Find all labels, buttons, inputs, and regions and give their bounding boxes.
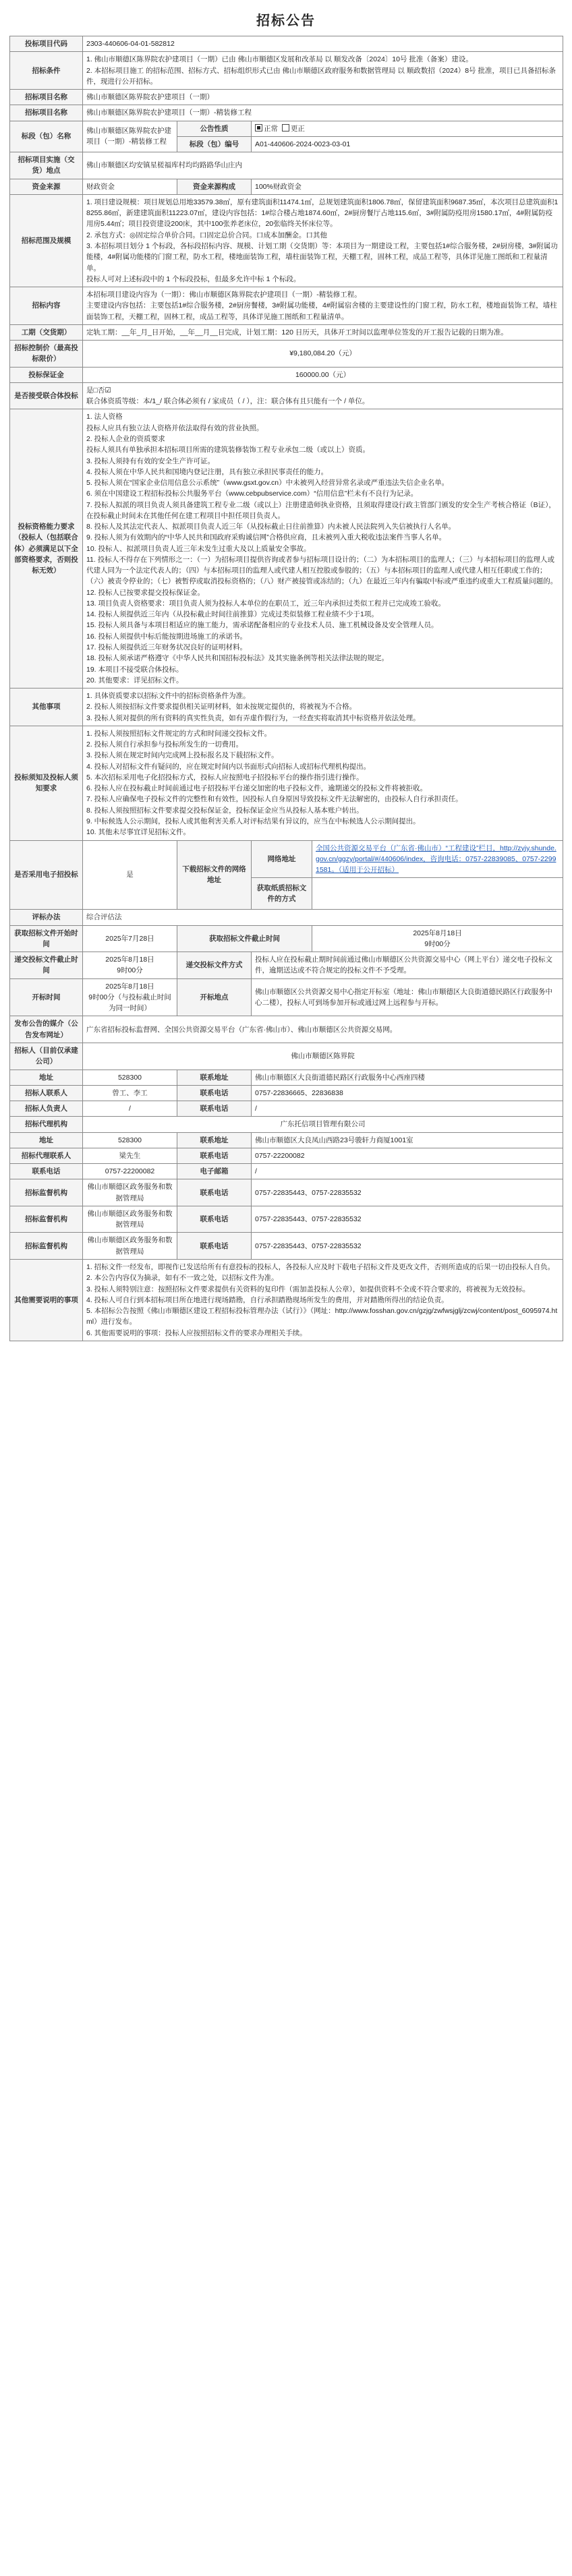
required-info-label: 投标须知及投标人须知要求 [10,726,83,840]
open-place-value: 佛山市顺德区公共资源交易中心指定开标室（地址：佛山市顺德区大良街道德民路区行政服务中心二楼），投标人可到场参加开标或通过网上远程参与开标。 [252,978,563,1016]
agency-phone-label: 联系电话 [177,1148,252,1163]
funding-ratio-value: 100%财政资金 [252,179,563,194]
row-other [10,689,563,726]
ceiling-value: ¥9,180,084.20（元） [83,341,563,368]
download-label: 下载招标文件的网络地址 [177,840,252,910]
project-code-value: 2303-440606-04-01-582812 [83,36,563,52]
tenderer-contact-label: 招标人联系人 [10,1085,83,1101]
row-agency [10,1117,563,1132]
media-value: 广东省招标投标监督网、全国公共资源交易平台（广东省·佛山市）、佛山市顺德区公共资源交易网。 [83,1016,563,1043]
duration-value: 定轨工期：__年_月_日开始，__年__月__日完成，计划工期：120 日历天，具体开工时间以监理单位签发的开工报告记载的日期为准。 [83,324,563,340]
row-agency-addr [10,1132,563,1148]
evaluation-value: 综合评估法 [83,910,563,925]
row-supervisor-2 [10,1206,563,1233]
tenderer-contact-value: 曾工、李工 [83,1085,177,1101]
project-name-value: 佛山市顺德区陈界院农护建项目（一期） [83,90,563,105]
duration-label: 工期（交货期） [10,324,83,340]
other-label: 其他事项 [10,689,83,726]
notice-type-label: 公告性质 [177,121,252,136]
content-label: 招标内容 [10,287,83,325]
row-doc-time [10,925,563,952]
agency-mail-value: / [252,1164,563,1179]
row-open-time [10,978,563,1016]
funding-ratio-label: 资金来源构成 [177,179,252,194]
scope-value: 1. 项目建设规模：项目规划总用地33579.38㎡，原有建筑面积11474.1㎡，总规划建筑面积1806.78㎡，保留建筑面积9687.35㎡，本次项目总建筑面积18255.86㎡，新建建筑面积11223.07㎡，建设内容包括：1#综合楼占地1874.60㎡，2#厨房餐厅占地115.6㎡，3#附属防疫用房1580.17㎡，4#附属防疫用房5.44㎡；项目投资建设200床，其中100张养老床位，20张临终关怀床位等。 2. 承包方式：◎固定综合单价合同。口固定总价合同。口成本加酬金。口其他 3. 本招标项目划分 1 个标段，各标段招标内容、规模、计划工期（交货期）等：本项目为一期建设工程，主要包括1#综合服务楼，2#厨房楼，3#附属功能楼，4#附属功能楼的门窗工程，防水工程，楼地面装饰工程，墙柱面装饰工程，天棚工程，固林工程，成品工程等，具体详见施工图纸和工程量清单。 投标人可对上述标段中的 1 个标段投标，但最多允许中标 1 个标段。 [83,194,563,287]
tenderer-address-value: 佛山市顺德区大良街道德民路区行政服务中心西座四楼 [252,1070,563,1085]
row-conditions [10,52,563,90]
evaluation-label: 评标办法 [10,910,83,925]
agency-mail-label: 电子邮箱 [177,1164,252,1179]
row-project-code [10,36,563,52]
page-title: 招标公告 [256,13,316,28]
change-checkbox-icon [282,124,289,131]
submit-method-label: 递交投标文件方式 [177,952,252,979]
media-label: 发布公告的媒介（公告发布网址） [10,1016,83,1043]
row-content [10,287,563,325]
agency-phone-value: 0757-22200082 [252,1148,563,1163]
notes-value: 1. 招标文件一经发布，即视作已发送给所有有意投标的投标人，各投标人应及时下载电子招标文件及更改文件，否则所造成的后果一切由投标人自负。 2. 本公告内容仅为摘录，如有不一致之处，以招标文件为准。 3. 投标人须特别注意：按照招标文件要求提供有关资料的复印件（需加盖投标人公章），如提供资料不全或不符合要求的，将被视为无效投标。 4. 投标人可自行到本招标项目所在地进行现场踏勘，自行承担踏勘现场所发生的费用，并对踏勘所得出的结论负责。 5. 本招标公告按照《佛山市顺德区建设工程招标投标管理办法（试行）》（网址：http://www.fosshan.gov.cn/gzjg/zwfwsjglj/zcwj/content/post_6095974.html）进行发布。 6. 其他需要说明的事项：投标人应按照招标文件的要求办理相关手续。 [83,1259,563,1341]
tenderer-address-label: 联系地址 [177,1070,252,1085]
notes-label: 其他需要说明的事项 [10,1259,83,1341]
supervisor-value: 佛山市顺德区政务服务和数据管理局 [83,1179,177,1206]
notice-type-options [252,121,563,136]
tenderer-person-label: 招标人负责人 [10,1101,83,1117]
row-qualification [10,409,563,689]
row-tenderer-addr [10,1070,563,1085]
tenderer-label: 招标人（目前仅承建公司） [10,1043,83,1070]
location-value: 佛山市顺德区均安镇星槎福库村均均路路华山庄内 [83,152,563,179]
ceiling-label: 招标控制价（最高投标限价） [10,341,83,368]
agency-contact-label: 招标代理联系人 [10,1148,83,1163]
pickup-value [312,878,563,910]
supervisor2-label: 招标监督机构 [10,1206,83,1233]
supervisor2-phone-value: 0757-22835443、0757-22835532 [252,1206,563,1233]
supervisor-label: 招标监督机构 [10,1179,83,1206]
section-label: 标段（包）名称 [10,121,83,152]
supervisor2-value: 佛山市顺德区政务服务和数据管理局 [83,1206,177,1233]
row-supervisor [10,1179,563,1206]
row-scope [10,194,563,287]
agency-phone2-label: 联系电话 [10,1164,83,1179]
project-code-label: 投标项目代码 [10,36,83,52]
announcement-page [9,0,563,1355]
submit-value: 2025年8月18日 9时00分 [83,952,177,979]
supervisor3-label: 招标监督机构 [10,1233,83,1260]
supervisor2-phone-label: 联系电话 [177,1206,252,1233]
supervisor-phone-value: 0757-22835443、0757-22835532 [252,1179,563,1206]
agency-phone2-value: 0757-22200082 [83,1164,177,1179]
tenderer-person-phone-value: / [252,1101,563,1117]
pickup-label: 获取纸质招标文件的方式 [252,878,312,910]
announcement-table [9,36,563,1341]
submit-label: 递交投标文件截止时间 [10,952,83,979]
doc-end-value: 2025年8月18日 9时00分 [312,925,563,952]
submit-method-value: 投标人应在投标截止期时间前通过佛山市顺德区公共资源交易中心（网上平台）递交电子投标文件，逾期送达或不符合规定的投标文件不予受理。 [252,952,563,979]
row-media [10,1016,563,1043]
tenderer-phone-value: 0757-22836665、22836838 [252,1085,563,1101]
download-address-label: 网络地址 [252,840,312,878]
row-evaluation [10,910,563,925]
agency-address-label: 联系地址 [177,1132,252,1148]
agency-zip-value: 528300 [83,1132,177,1148]
supervisor3-phone-label: 联系电话 [177,1233,252,1260]
conditions-label: 招标条件 [10,52,83,90]
project-name-label: 招标项目名称 [10,90,83,105]
row-required-info [10,726,563,840]
required-info-value: 1. 投标人须按照招标文件规定的方式和时间递交投标文件。 2. 投标人须自行承担参与投标所发生的一切费用。 3. 投标人须在规定时间内完成网上投标报名及下载招标文件。 4. 投标人对招标文件有疑问的，应在规定时间内以书面形式向招标人或招标代理机构提出。 5. 本次招标采用电子化招投标方式，投标人应按照电子招投标平台的操作指引进行操作。 6. 投标人应在投标截止时间前通过电子招投标平台递交加密的电子投标文件，逾期递交的投标文件将被拒收。 7. 投标人应确保电子投标文件的完整性和有效性，因投标人自身原因导致投标文件无法解密的，由投标人自行承担责任。 8. 投标人须按照招标文件要求提交投标保证金，投标保证金应当从投标人基本账户转出。 9. 中标候选人公示期间，投标人或其他利害关系人对评标结果有异议的，应当在中标候选人公示期间提出。 10. 其他未尽事宜详见招标文件。 [83,726,563,840]
doc-end-label: 获取招标文件截止时间 [177,925,312,952]
deposit-label: 投标保证金 [10,367,83,382]
open-time-label: 开标时间 [10,978,83,1016]
tenderer-zip-label: 地址 [10,1070,83,1085]
tenderer-zip-value: 528300 [83,1070,177,1085]
row-section [10,121,563,136]
doc-start-value: 2025年7月28日 [83,925,177,952]
row-ceiling [10,341,563,368]
doc-start-label: 获取招标文件开始时间 [10,925,83,952]
row-tenderer [10,1043,563,1070]
download-link[interactable]: 全国公共资源交易平台（广东省·佛山市）“工程建设”栏目，http://zyjy.shunde.gov.cn/ggzy/portal/#/440606/index，咨询电话：0757-22839085、0757-22991581。（适用于公开招标） [316,844,556,875]
location-label: 招标项目实施（交货）地点 [10,152,83,179]
bid-name-label: 招标项目名称 [10,105,83,121]
row-agency-contact [10,1148,563,1163]
supervisor3-value: 佛山市顺德区政务服务和数据管理局 [83,1233,177,1260]
supervisor3-phone-value: 0757-22835443、0757-22835532 [252,1233,563,1260]
row-duration [10,324,563,340]
agency-contact-value: 梁先生 [83,1148,177,1163]
electronic-value: 是 [83,840,177,910]
other-value: 1. 具体资质要求以招标文件中的招标资格条件为准。 2. 投标人须按招标文件要求提供相关证明材料，如未按规定提供的，将被视为不合格。 3. 投标人须对提供的所有资料的真实性负责，如有弄虚作假行为，一经查实将取消其中标资格并依法处理。 [83,689,563,726]
row-submit-time [10,952,563,979]
section-code-label: 标段（包）编号 [177,136,252,152]
deposit-value: 160000.00（元） [83,367,563,382]
supervisor-phone-label: 联系电话 [177,1179,252,1206]
qualification-value: 1. 法人资格 投标人应具有独立法人资格并依法取得有效的营业执照。 2. 投标人企业的资质要求 投标人须具有单独承担本招标项目所需的建筑装修装饰工程专业承包二级（或以上）资质。 3. 投标人须持有有效的安全生产许可证。 4. 投标人须在中华人民共和国境内登记注册，具有独立承担民事责任的能力。 5. 投标人须在“国家企业信用信息公示系统”（www.gsxt.gov.cn）中未被列入经营异常名录或严重违法失信企业名单。 6. 须在中国建设工程招标投标公共服务平台（www.cebpubservice.com）“信用信息”栏未有不良行为记录。 7. 投标人拟派的项目负责人须具备建筑工程专业二级（或以上）注册建造师执业资格，且须取得建设行政主管部门颁发的安全生产考核合格证（B证），在投标截止时间未在其他任何在建工程项目中担任项目负责人。 8. 投标人及其法定代表人、拟派项目负责人近三年（从投标截止日往前推算）内未被人民法院列入失信被执行人名单。 9. 投标人须为有效期内的“中华人民共和国政府采购诚信网”合格供应商，且未被列入重大税收违法案件当事人名单。 10. 投标人、拟派项目负责人近三年未发生过重大及以上质量安全事故。 11. 投标人不得存在下列情形之一：（一）为招标项目提供咨询或者参与招标项目设计的；（二）为本招标项目的监理人；（三）与本招标项目的监理人或代建人同为一个法定代表人的；（四）与本招标项目的监理人或代建人相互控股或参股的；（五）与本招标项目的监理人或代建人相互任职或工作的；（六）被责令停业的；（七）被暂停或取消投标资格的；（八）财产被接管或冻结的；（九）在最近三年内有骗取中标或严重违约或重大工程质量问题的。 12. 投标人已按要求提交投标保证金。 13. 项目负责人资格要求：项目负责人须为投标人本单位的在职员工，近三年内承担过类似工程并已完成竣工验收。 14. 投标人须提供近三年内（从投标截止时间往前推算）完成过类似装修工程业绩不少于1项。 15. 投标人须具备与本项目相适应的施工能力，需承诺配备相应的专业技术人员、施工机械设备及安全管理人员。 16. 投标人须提供中标后能按期进场施工的承诺书。 17. 投标人须提供近三年财务状况良好的证明材料。 18. 投标人须承诺严格遵守《中华人民共和国招标投标法》及其实施条例等相关法律法规的规定。 19. 本项目不接受联合体投标。 20. 其他要求：详见招标文件。 [83,409,563,689]
row-location [10,152,563,179]
row-funding [10,179,563,194]
open-place-label: 开标地点 [177,978,252,1016]
row-tenderer-person [10,1101,563,1117]
section-value: 佛山市顺德区陈界院农护建项目（一期）-精装修工程 [83,121,177,152]
section-code-value: A01-440606-2024-0023-03-01 [252,136,563,152]
agency-value: 广东托信项目管理有限公司 [83,1117,563,1132]
qualification-label: 投标资格能力要求（投标人（包括联合体）必须满足以下全部资格要求，否则投标无效） [10,409,83,689]
row-agency-phone [10,1164,563,1179]
agency-address-value: 佛山市顺德区大良凤山西路23号骏轩力商厦1001室 [252,1132,563,1148]
change-option-label: 更正 [290,124,305,133]
row-consortium [10,382,563,409]
consortium-value: 是□否☑ 联合体资质等级：本/1_/ 联合体必须有 / 家成员（ / ），注：联合体有且只能有一个 / 单位。 [83,382,563,409]
row-bid-name [10,105,563,121]
row-deposit [10,367,563,382]
tenderer-phone-label: 联系电话 [177,1085,252,1101]
tenderer-person-phone-label: 联系电话 [177,1101,252,1117]
content-value: 本招标项目建设内容为（一期）：佛山市顺德区陈界院农护建项目（一期）-精装修工程。 主要建设内容包括：主要包括1#综合服务楼，2#厨房餐楼，3#附属功能楼，4#附属宿舍楼的主要建设性的门窗工程，防水工程，楼地面装饰工程，墙柱面装饰工程，天棚工程，固林工程，成品工程等，具体详见施工图纸和工程量清单。 [83,287,563,325]
row-tenderer-contact [10,1085,563,1101]
row-project-name [10,90,563,105]
conditions-value: 1. 佛山市顺德区陈界院农护建项目（一期）已由 佛山市顺德区发展和改革局 以 顺发改备〔2024〕10号 批准（备案）建设。 2. 本招标项目施工 的招标范围、招标方式、招标组织形式已由 佛山市顺德区政府服务和数据管理局 以 顺政数招（2024）8号 批准，项目已具备招标条件，现进行公开招标。 [83,52,563,90]
electronic-label: 是否采用电子招投标 [10,840,83,910]
funding-label: 资金来源 [10,179,83,194]
download-address-value[interactable] [312,840,563,878]
row-notes [10,1259,563,1341]
scope-label: 招标范围及规模 [10,194,83,287]
bid-name-value: 佛山市顺德区陈界院农护建项目（一期）-精装修工程 [83,105,563,121]
funding-value: 财政资金 [83,179,177,194]
tenderer-person-value: / [83,1101,177,1117]
normal-checkbox-icon [255,124,262,131]
agency-zip-label: 地址 [10,1132,83,1148]
consortium-label: 是否接受联合体投标 [10,382,83,409]
tenderer-value: 佛山市顺德区陈界院 [83,1043,563,1070]
open-time-value: 2025年8月18日 9时00分（与投标截止时间为同一时间） [83,978,177,1016]
normal-option-label: 正常 [264,124,278,133]
row-electronic [10,840,563,878]
agency-label: 招标代理机构 [10,1117,83,1132]
row-supervisor-3 [10,1233,563,1260]
